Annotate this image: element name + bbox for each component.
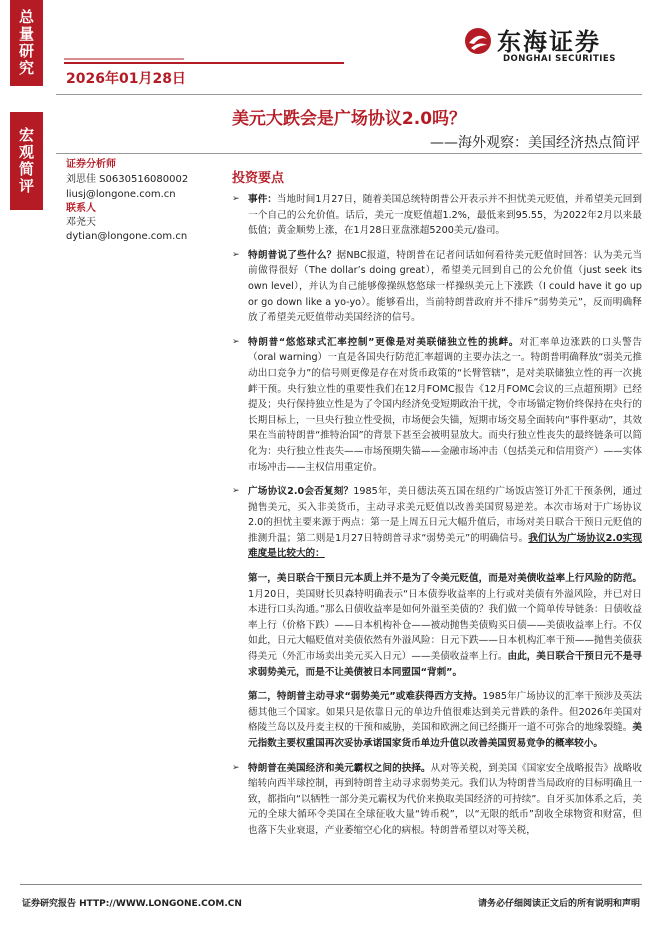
- subparagraph-conclusion: 美元指数主要权重国再次妥协承诺国家货币单边升值以改善美国贸易竞争的概率较小。: [248, 722, 642, 749]
- footer-divider: [20, 884, 642, 885]
- paragraph-text: 当地时间1月27日，随着美国总统特朗普公开表示并不担忧美元贬值，并希望美元回到一个自己的公允价值。话后，美元一度贬值超1.2%，最低来到95.55，为2022年2月以来最低值；黄金顺势上涨，在1月28日亚盘涨超5200美元/盎司。: [248, 194, 643, 237]
- category-tag-side: [10, 112, 43, 210]
- tag-char: 究: [18, 59, 34, 77]
- arrow-bullet-icon: ➢: [232, 762, 240, 773]
- analyst-label: 证券分析师: [66, 159, 116, 170]
- paragraph-lead: 特朗普“悠悠球式汇率控制”更像是对美联储独立性的挑衅。: [248, 336, 520, 348]
- category-tag-top: [10, 0, 43, 86]
- tag-char: 观: [18, 143, 34, 161]
- section-heading: 投资要点: [232, 171, 285, 186]
- logo-english-name: DONGHAI SECURITIES: [503, 54, 616, 64]
- analyst-name: 刘思佳 S0630516080002: [66, 174, 189, 185]
- paragraph-text: 从对等关税，到美国《国家安全战略报告》战略收缩转向西半球控制，再到特朗普主动寻求弱势美元。我们认为特朗普当局政府的目标明确且一致，都指向“以牺牲一部分美元霸权为代价来换取美国经济的可持续”。自牙买加体系之后，美元的全球大循环令美国在全球征收大量“铸币税”，以“无限的纸币”刮收全球物资和财富，但也落下失业衰退，产业萎缩空心化的病根。特朗普希望以对等关税，: [248, 762, 643, 836]
- paragraph-lead: 特朗普在美国经济和美元霸权之间的抉择。: [248, 762, 431, 774]
- subparagraph-text: 1月20日，美国财长贝森特明确表示“日本债券收益率的上行或对美债有外溢风险，并已对日本进行口头沟通。”那么日债收益率是如何外溢至美债的？我们做一个简单传导链条：日债收益率上行（价格下跌）——日本机构补仓——被动抛售美债购买日债——美债收益率上行。不仅如此，日元大幅贬值对美债依然有外溢风险：日元下跌——日本机构汇率干预——抛售美债获得美元（外汇市场卖出美元买入日元）——美债收益率上行。: [248, 588, 642, 663]
- subparagraph-text: 1985年广场协议的汇率干预涉及英法德其他三个国家。如果只是依靠日元的单边升值很难达到美元普跌的条件。但2026年美国对格陵兰岛以及丹麦主权的干预和威胁，美国和欧洲之间已经撕开一道不可弥合的地缘裂缝。: [248, 691, 642, 734]
- contact-email[interactable]: dytian@longone.com.cn: [66, 231, 188, 242]
- paragraph-text: 1985年，美日德法英五国在纽约广场饭店签订外汇干预条例，通过抛售美元，买入非美货币，主动寻求美元贬值以改善美国贸易逆差。本次市场对于广场协议2.0的担忧主要来源于两点：第一是上周五日元大幅升值后，市场对美日联合干预日元贬值的推测升温；第二则是1月27日特朗普寻求“弱势美元”的明确信号。: [248, 486, 642, 544]
- paragraph-conclusion: 我们认为广场协议2.0实现难度是比较大的：: [248, 532, 642, 560]
- paragraph-trump-remarks: [232, 248, 642, 326]
- tag-char: 简: [18, 160, 34, 178]
- report-subtitle: ——海外观察：美国经济热点简评: [430, 135, 640, 151]
- subparagraph-lead: 第二，特朗普主动寻求“弱势美元”或难获得西方支持。: [248, 691, 483, 703]
- report-date: 2026年01月28日: [66, 71, 186, 87]
- arrow-bullet-icon: ➢: [232, 249, 240, 260]
- paragraph-dollar-hegemony: [232, 761, 642, 839]
- paragraph-event: [232, 192, 642, 239]
- subparagraph-lead: 第一，美日联合干预日元本质上并不是为了令美元贬值，而是对美债收益率上行风险的防范。: [248, 573, 642, 585]
- footer-website[interactable]: 证券研究报告 HTTP://WWW.LONGONE.COM.CN: [22, 899, 242, 909]
- arrow-bullet-icon: ➢: [232, 194, 240, 204]
- subparagraph-first: [248, 571, 642, 680]
- logo-chinese-name: 东海证券: [497, 28, 601, 56]
- paragraph-fed-independence: [232, 335, 642, 475]
- tag-char: 评: [18, 177, 34, 195]
- arrow-bullet-icon: ➢: [232, 486, 240, 497]
- report-title: 美元大跌会是广场协议2.0吗？: [231, 109, 467, 129]
- arrow-bullet-icon: ➢: [232, 336, 240, 347]
- tag-char: 宏: [18, 126, 34, 144]
- paragraph-text: 对汇率单边涨跌的口头警告（oral warning）一直是各国央行防范汇率超调的主要办法之一。特朗普明确释放“弱美元推动出口竞争力”的信号则更像是存在对货币政策的“长臂管辖”，是对美联储独立性的再一次挑衅干预。央行独立性的重要性我们在12月FOMC报告《12月FOMC会议的三点超预期》已经提及；央行保持独立性是为了令国内经济免受短期政治干扰，令市场锚定物价终保持在央行的长期目标上，一旦央行独立性受损，市场便会失锚，短期市场交易全面转向“事件驱动”，其效果在当前特朗普“推特治国”的背景下甚至会被明显放大。而央行独立性丧失的最终链条可以简化为：央行独立性丧失——市场预期失锚——金融市场冲击（包括美元和信用资产）——实体市场冲击——主权信用重定价。: [248, 336, 642, 473]
- tag-char: 量: [18, 25, 34, 43]
- paragraph-text: 据NBC报道，特朗普在记者问话如何看待美元贬值时回答：认为美元当前做得很好（The dollar’s doing great），希望美元回到自己的公允价值（just seek its own level），并认为自己能够像操纵悠悠球一样操纵美元上下涨跌（I could have it go up or go down like a yo-yo）。能够看出，当前特朗普政府并不排斥“弱势美元”，反而明确释放了希望美元贬值带动美国经济的信号。: [248, 249, 642, 324]
- company-logo: [463, 20, 643, 68]
- header-divider: [64, 62, 344, 64]
- tag-char: 总: [18, 8, 34, 26]
- paragraph-plaza-accord: [232, 484, 642, 562]
- subparagraph-conclusion: 由此，美日联合干预日元不是寻求弱势美元，而是不让美债被日本同盟国“背刺”。: [248, 651, 642, 678]
- analyst-email[interactable]: liusj@longone.com.cn: [66, 189, 176, 200]
- logo-mark-icon: [463, 26, 493, 56]
- subparagraph-second: [248, 689, 642, 751]
- title-bottom-rule: [56, 153, 642, 154]
- contact-name: 邓尧天: [66, 217, 96, 228]
- main-body: [232, 192, 642, 848]
- tag-char: 研: [18, 42, 34, 60]
- header-accent-line: [64, 58, 184, 60]
- paragraph-lead: 事件：: [248, 194, 277, 205]
- contact-label: 联系人: [66, 203, 96, 214]
- paragraph-lead: 特朗普说了些什么？: [248, 249, 337, 261]
- footer-disclaimer: 请务必仔细阅读正文后的所有说明和声明: [477, 899, 640, 909]
- title-top-rule: [56, 94, 642, 95]
- paragraph-lead: 广场协议2.0会否复刻？: [248, 486, 354, 498]
